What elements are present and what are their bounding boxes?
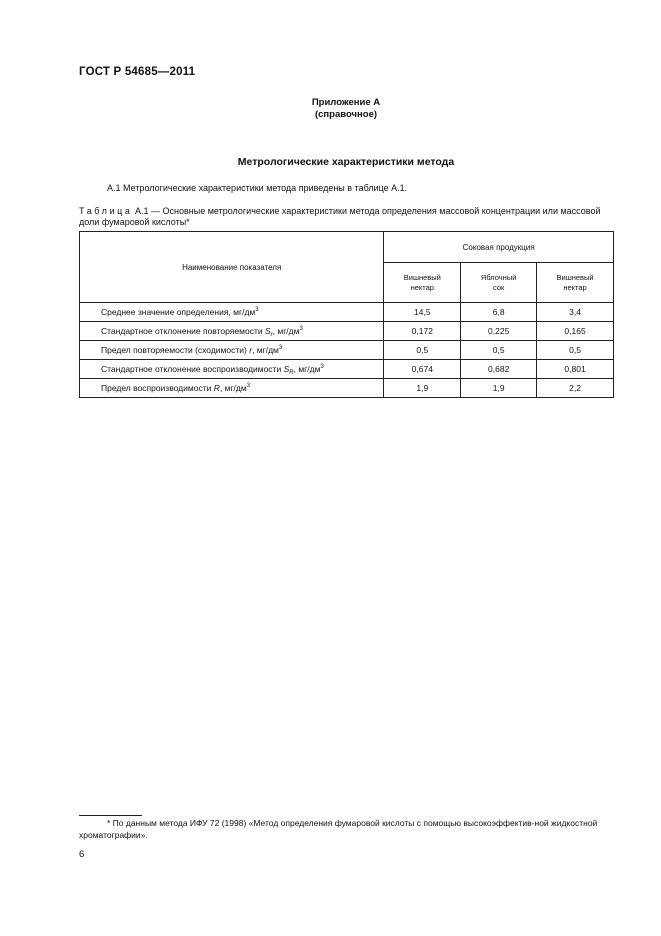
row-label: Предел воспроизводимости R, $мг/дм^3$ (80, 379, 384, 398)
intro-paragraph: А.1 Метрологические характеристики метода приведены в таблице А.1. (107, 183, 408, 193)
table-row (80, 341, 614, 360)
metrology-table (79, 231, 614, 398)
table-cell: 0,172 (384, 322, 461, 341)
table-cell: 14,5 (384, 303, 461, 322)
footnote: * По данным метода ИФУ 72 (1998) «Метод определения фумаровой кислоты с помощью высокоэффектив-ной жидкостной хроматографии». (79, 818, 598, 840)
row-label: Стандартное отклонение воспроизводимости $S_R$, $мг/дм^3$ (80, 360, 384, 379)
column-header-product: Вишневый нектар (384, 263, 461, 303)
footnote-divider (79, 815, 142, 816)
section-title: Метрологические характеристики метода (237, 156, 455, 168)
table-cell: 1,9 (384, 379, 461, 398)
table-cell: 0,5 (384, 341, 461, 360)
table-row (80, 303, 614, 322)
column-header-name: Наименование показателя (80, 232, 384, 303)
table-caption-text: А.1 — Основные метрологические характеристики метода определения массовой концентрации или массовой доли фумаровой кислоты* (79, 206, 601, 227)
table-caption-prefix: Таблица (79, 206, 133, 216)
table-cell: 0,682 (461, 360, 537, 379)
table-cell: 0,5 (461, 341, 537, 360)
table-row (80, 322, 614, 341)
appendix-heading (0, 97, 661, 120)
table-row (80, 379, 614, 398)
page-number: 6 (79, 849, 85, 860)
appendix-kind: (справочное) (314, 108, 378, 120)
table-cell: 0,801 (537, 360, 614, 379)
table-cell: 3,4 (537, 303, 614, 322)
table-cell: 0,165 (537, 322, 614, 341)
column-header-product: Яблочный сок (461, 263, 537, 303)
table-cell: 0,674 (384, 360, 461, 379)
table-caption (79, 206, 619, 228)
table-cell: 0,5 (537, 341, 614, 360)
table-cell: 2,2 (537, 379, 614, 398)
table-cell: 6,8 (461, 303, 537, 322)
row-label: Предел повторяемости (сходимости) r, $мг/дм^3$ (80, 341, 384, 360)
column-header-group: Соковая продукция (384, 232, 614, 263)
table-row (80, 360, 614, 379)
row-label: Среднее значение определения, $мг/дм^3$ (80, 303, 384, 322)
appendix-label: Приложение А (311, 97, 381, 108)
document-code: ГОСТ Р 54685—2011 (79, 66, 196, 78)
column-header-product: Вишневый нектар (537, 263, 614, 303)
table-cell: 0,225 (461, 322, 537, 341)
row-label: Стандартное отклонение повторяемости $S_r$, $мг/дм^3$ (80, 322, 384, 341)
table-cell: 1,9 (461, 379, 537, 398)
